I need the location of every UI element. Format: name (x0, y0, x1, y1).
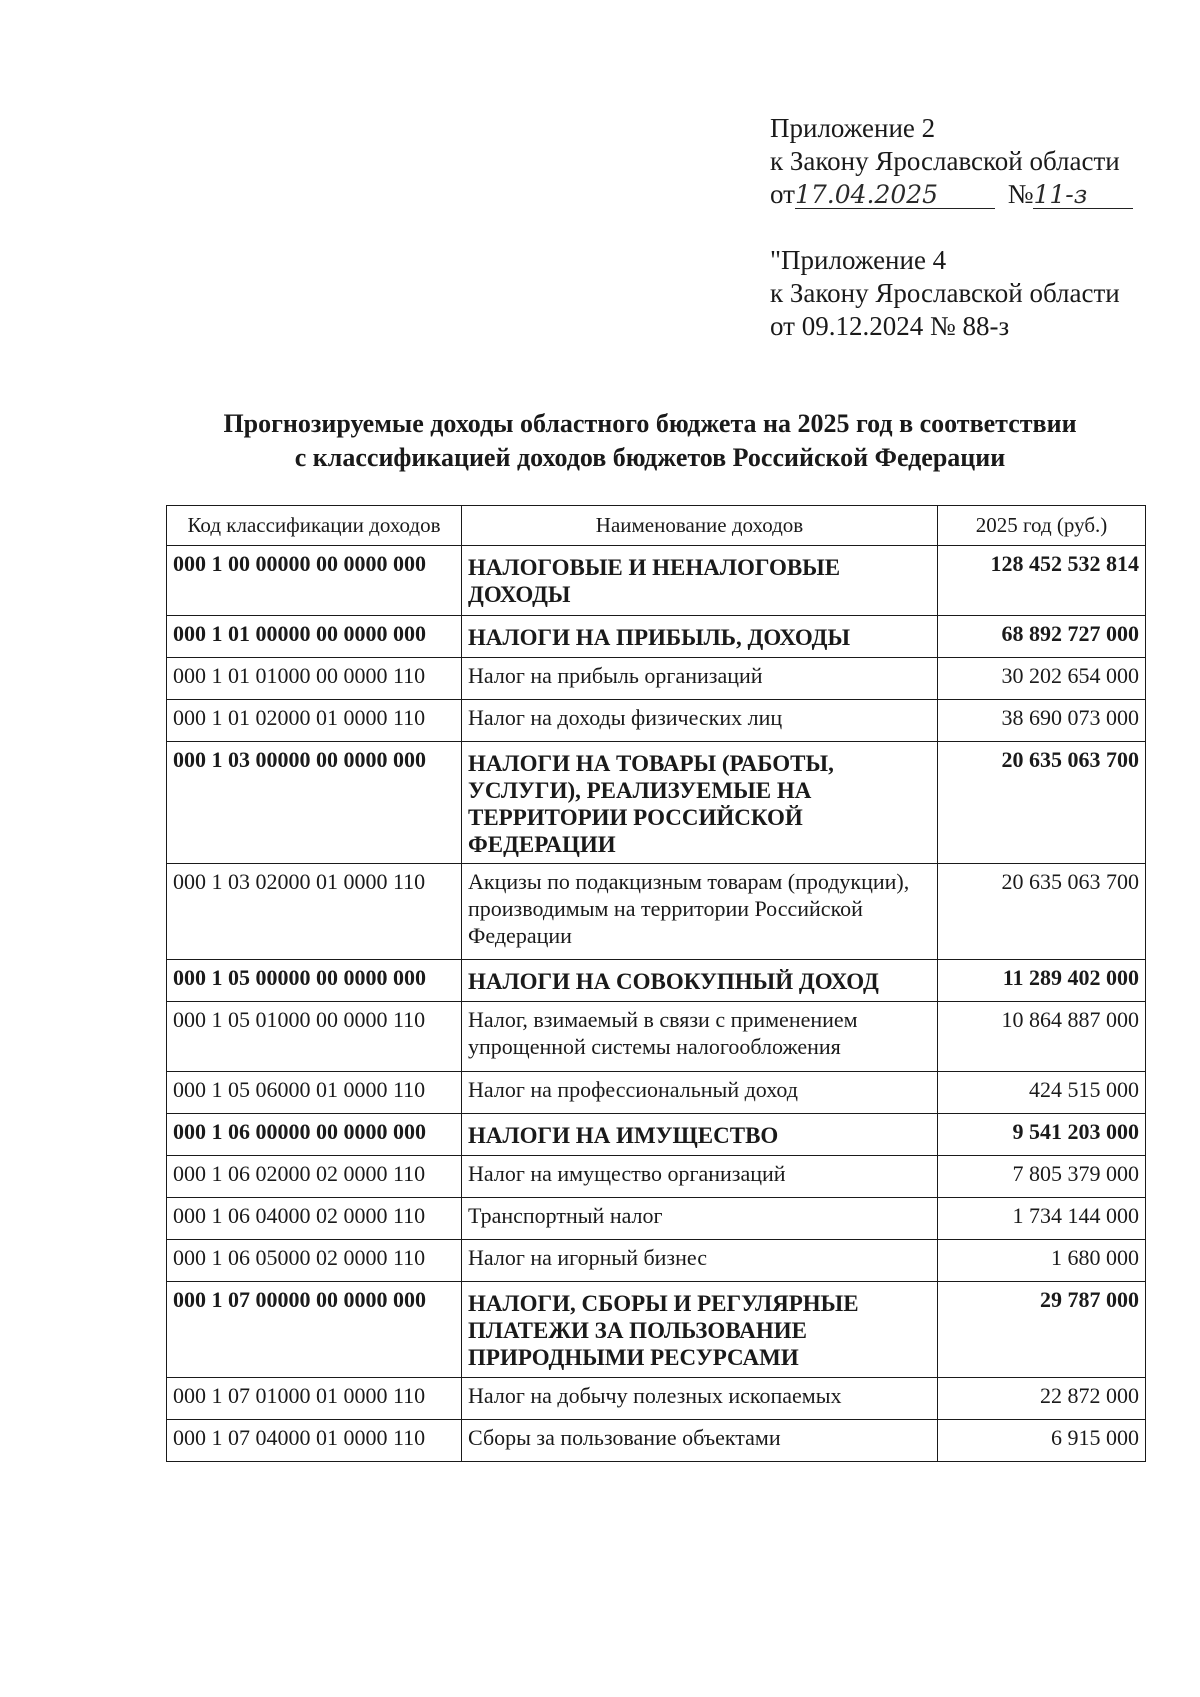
name-cell: НАЛОГИ, СБОРЫ И РЕГУЛЯРНЫЕ ПЛАТЕЖИ ЗА ПОЛЬЗОВАНИЕ ПРИРОДНЫМИ РЕСУРСАМИ (462, 1282, 938, 1378)
table-row (167, 1002, 1146, 1072)
document-title (140, 407, 1160, 475)
title-line-2: с классификацией доходов бюджетов Российской Федерации (294, 443, 1006, 472)
amount-cell: 38 690 073 000 (938, 700, 1146, 742)
code-cell: 000 1 06 04000 02 0000 110 (167, 1198, 462, 1240)
table-row (167, 1420, 1146, 1462)
table-row (167, 960, 1146, 1002)
amount-cell: 1 734 144 000 (938, 1198, 1146, 1240)
table-row (167, 1198, 1146, 1240)
table-row (167, 1072, 1146, 1114)
table-row (167, 700, 1146, 742)
date-prefix: от (770, 179, 795, 209)
name-cell: НАЛОГИ НА ТОВАРЫ (РАБОТЫ, УСЛУГИ), РЕАЛИЗУЕМЫЕ НА ТЕРРИТОРИИ РОССИЙСКОЙ ФЕДЕРАЦИИ (462, 742, 938, 864)
code-cell: 000 1 03 02000 01 0000 110 (167, 864, 462, 960)
appendix-2-law: к Закону Ярославской области (770, 146, 1120, 176)
name-cell: НАЛОГИ НА ИМУЩЕСТВО (462, 1114, 938, 1156)
name-cell: Налог на добычу полезных ископаемых (462, 1378, 938, 1420)
code-cell: 000 1 07 01000 01 0000 110 (167, 1378, 462, 1420)
code-cell: 000 1 07 04000 01 0000 110 (167, 1420, 462, 1462)
code-cell: 000 1 00 00000 00 0000 000 (167, 546, 462, 616)
amount-cell: 20 635 063 700 (938, 742, 1146, 864)
table-row (167, 1156, 1146, 1198)
amount-cell: 22 872 000 (938, 1378, 1146, 1420)
table-row (167, 864, 1146, 960)
code-cell: 000 1 05 00000 00 0000 000 (167, 960, 462, 1002)
amount-cell: 10 864 887 000 (938, 1002, 1146, 1072)
code-cell: 000 1 06 05000 02 0000 110 (167, 1240, 462, 1282)
table-body (167, 546, 1146, 1462)
header-name: Наименование доходов (462, 506, 938, 546)
table-row (167, 658, 1146, 700)
handwritten-date-field (795, 181, 995, 209)
name-cell: НАЛОГИ НА ПРИБЫЛЬ, ДОХОДЫ (462, 616, 938, 658)
table-row (167, 742, 1146, 864)
table-row (167, 1240, 1146, 1282)
name-cell: Налог на профессиональный доход (462, 1072, 938, 1114)
name-cell: Сборы за пользование объектами (462, 1420, 938, 1462)
code-cell: 000 1 01 00000 00 0000 000 (167, 616, 462, 658)
code-cell: 000 1 07 00000 00 0000 000 (167, 1282, 462, 1378)
amount-cell: 68 892 727 000 (938, 616, 1146, 658)
handwritten-date: 17.04.2025 (794, 180, 939, 209)
handwritten-number-field (1033, 181, 1133, 209)
code-cell: 000 1 01 02000 01 0000 110 (167, 700, 462, 742)
table-row (167, 546, 1146, 616)
table-header-row (167, 506, 1146, 546)
appendix-2-block (770, 112, 1170, 211)
number-prefix: № (1007, 179, 1034, 209)
amount-cell: 11 289 402 000 (938, 960, 1146, 1002)
amount-cell: 1 680 000 (938, 1240, 1146, 1282)
name-cell: Налог на доходы физических лиц (462, 700, 938, 742)
name-cell: НАЛОГОВЫЕ И НЕНАЛОГОВЫЕ ДОХОДЫ (462, 546, 938, 616)
code-cell: 000 1 06 00000 00 0000 000 (167, 1114, 462, 1156)
table-row (167, 1114, 1146, 1156)
revenue-table (166, 505, 1146, 1462)
code-cell: 000 1 06 02000 02 0000 110 (167, 1156, 462, 1198)
code-cell: 000 1 03 00000 00 0000 000 (167, 742, 462, 864)
appendix-4-block (770, 244, 1170, 343)
handwritten-number: 11-з (1033, 180, 1088, 209)
table-row (167, 1378, 1146, 1420)
amount-cell: 9 541 203 000 (938, 1114, 1146, 1156)
appendix-2-date-line (770, 178, 1170, 211)
name-cell: НАЛОГИ НА СОВОКУПНЫЙ ДОХОД (462, 960, 938, 1002)
code-cell: 000 1 01 01000 00 0000 110 (167, 658, 462, 700)
amount-cell: 29 787 000 (938, 1282, 1146, 1378)
amount-cell: 128 452 532 814 (938, 546, 1146, 616)
appendix-4-date: от 09.12.2024 № 88-з (770, 311, 1010, 341)
table-row (167, 1282, 1146, 1378)
table-row (167, 616, 1146, 658)
name-cell: Налог на имущество организаций (462, 1156, 938, 1198)
appendix-4-title: "Приложение 4 (770, 245, 947, 275)
header-code: Код классификации доходов (167, 506, 462, 546)
name-cell: Транспортный налог (462, 1198, 938, 1240)
amount-cell: 6 915 000 (938, 1420, 1146, 1462)
amount-cell: 30 202 654 000 (938, 658, 1146, 700)
code-cell: 000 1 05 01000 00 0000 110 (167, 1002, 462, 1072)
name-cell: Налог на прибыль организаций (462, 658, 938, 700)
amount-cell: 7 805 379 000 (938, 1156, 1146, 1198)
name-cell: Акцизы по подакцизным товарам (продукции), производимым на территории Российской Федерации (462, 864, 938, 960)
amount-cell: 424 515 000 (938, 1072, 1146, 1114)
name-cell: Налог, взимаемый в связи с применением упрощенной системы налогообложения (462, 1002, 938, 1072)
appendix-2-title: Приложение 2 (770, 113, 936, 143)
appendix-4-law: к Закону Ярославской области (770, 278, 1120, 308)
header-amount: 2025 год (руб.) (938, 506, 1146, 546)
name-cell: Налог на игорный бизнес (462, 1240, 938, 1282)
amount-cell: 20 635 063 700 (938, 864, 1146, 960)
code-cell: 000 1 05 06000 01 0000 110 (167, 1072, 462, 1114)
title-line-1: Прогнозируемые доходы областного бюджета на 2025 год в соответствии (223, 409, 1077, 438)
